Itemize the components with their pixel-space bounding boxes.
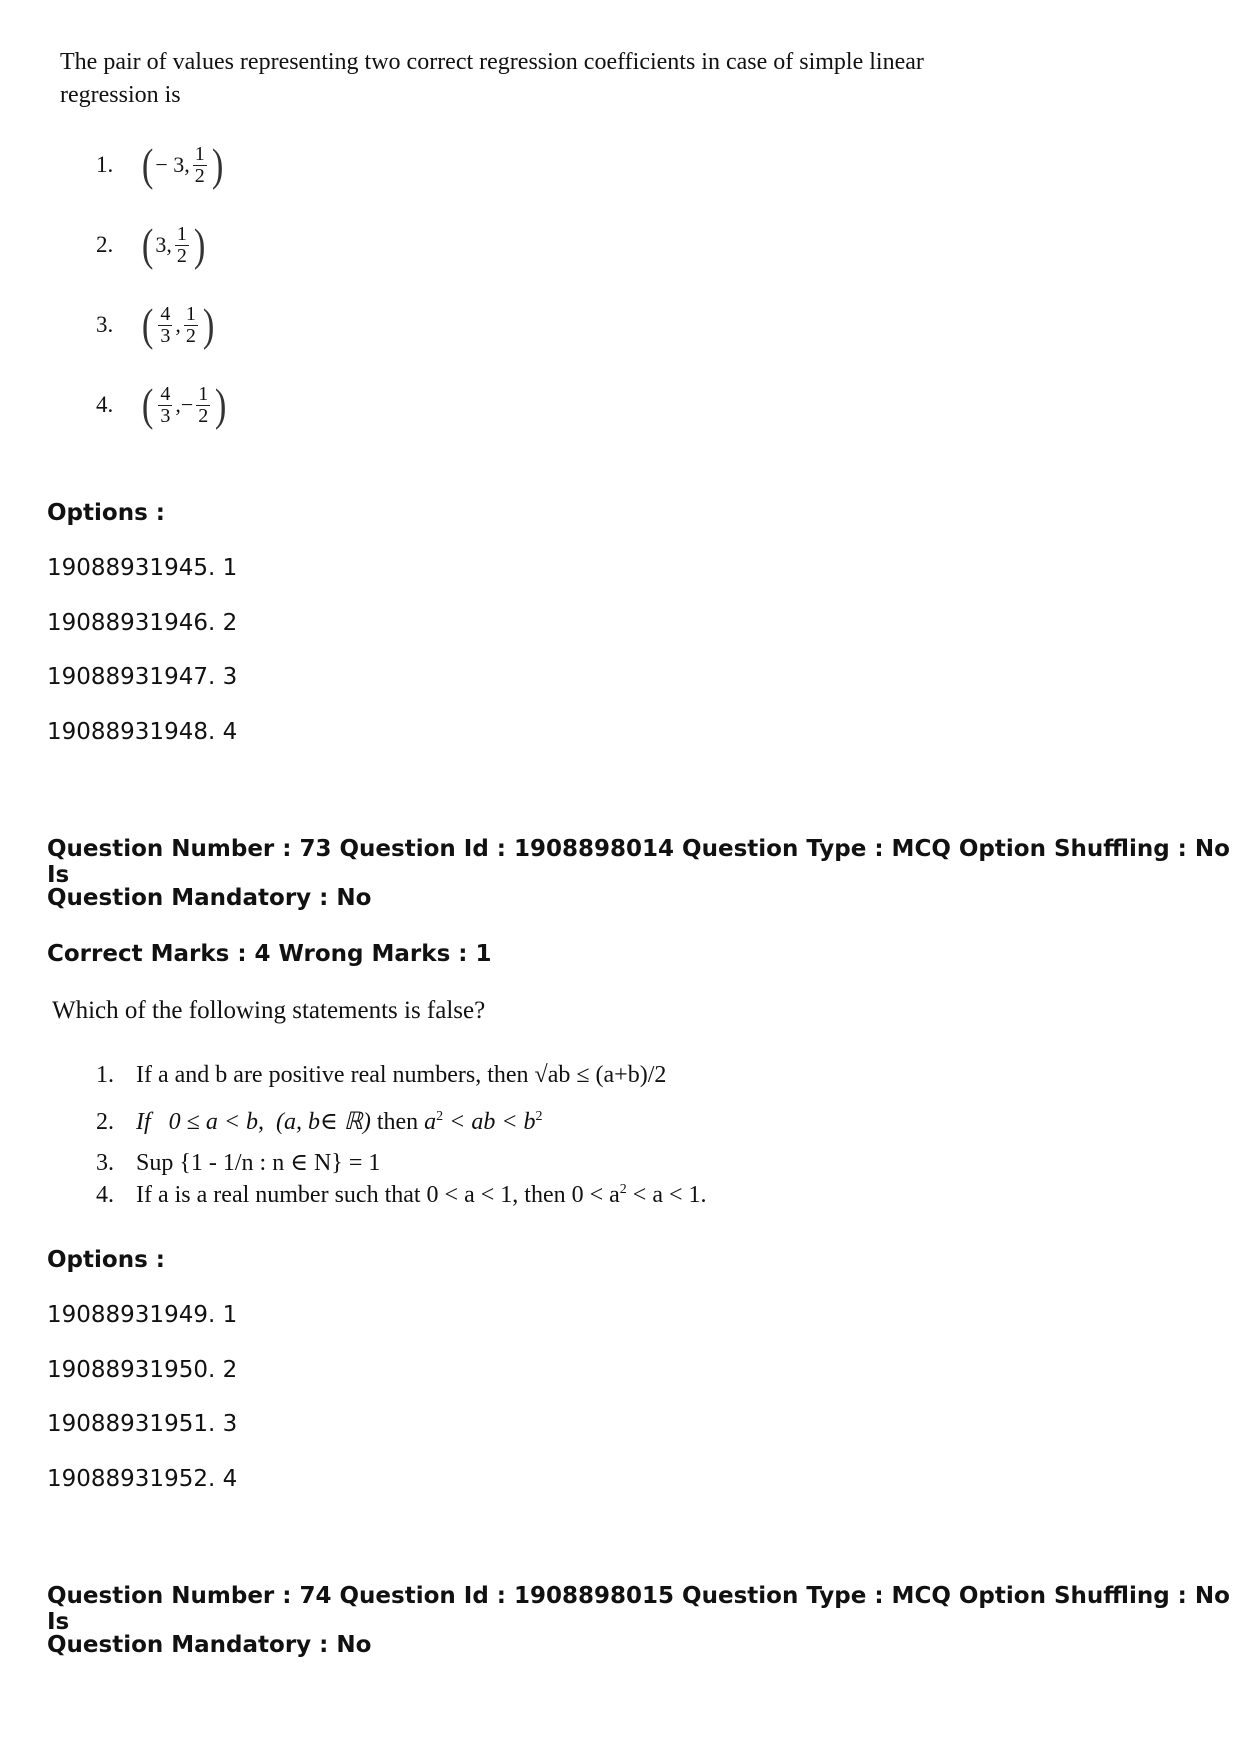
choice-3: 3. ( $\frac{4}{3}$ , $\frac{1}{2}$ ) (96, 299, 215, 350)
option-item: 19088931945. 1 (47, 555, 238, 581)
choice-number: 4. (96, 392, 114, 417)
fraction: $\frac{1}{2}$ (194, 142, 205, 187)
minus-sign: − (180, 392, 194, 417)
question-72-stem-line-2: regression is (60, 82, 181, 108)
choice-1: 1. ( − 3, $\frac{1}{2}$ ) (96, 139, 224, 190)
choice-value-a: − 3, (155, 152, 190, 177)
choice-number: 1. (96, 152, 114, 177)
choice-4: 4. ( $\frac{4}{3}$ , − $\frac{1}{2}$ ) (96, 379, 227, 430)
statement-1: 1. If a and b are positive real numbers, then √ab ≤ (a+b)/2 (96, 1062, 667, 1088)
choice-number: 2. (96, 232, 114, 257)
statement-2: 2. If 0 ≤ a < b, (a, b∈ ℝ) then $a^2$ < ab < $b^2$ (96, 1109, 543, 1135)
question-73-header: Question Number : 73 Question Id : 1908898014 Question Type : MCQ Option Shuffling : No Is (47, 836, 1230, 888)
option-item: 19088931948. 4 (47, 719, 238, 745)
fraction: $\frac{1}{2}$ (198, 382, 209, 427)
options-label: Options : (47, 1247, 165, 1273)
fraction: $\frac{1}{2}$ (176, 222, 187, 267)
option-item: 19088931952. 4 (47, 1466, 238, 1492)
option-item: 19088931950. 2 (47, 1357, 238, 1383)
choice-value-a: 3, (155, 232, 172, 257)
statement-3: 3. Sup {1 - 1/n : n ∈ N} = 1 (96, 1150, 381, 1176)
question-72-stem-line-1: The pair of values representing two correct regression coefficients in case of simple linear (60, 49, 924, 75)
question-74-header: Question Number : 74 Question Id : 1908898015 Question Type : MCQ Option Shuffling : No Is (47, 1583, 1230, 1635)
question-74-mandatory: Question Mandatory : No (47, 1632, 372, 1658)
fraction: $\frac{4}{3}$ (160, 302, 171, 347)
question-72-stem (60, 46, 960, 112)
question-73-marks: Correct Marks : 4 Wrong Marks : 1 (47, 941, 492, 967)
question-73-mandatory: Question Mandatory : No (47, 885, 372, 911)
option-item: 19088931951. 3 (47, 1411, 238, 1437)
choice-number: 3. (96, 312, 114, 337)
fraction: $\frac{4}{3}$ (160, 382, 171, 427)
option-item: 19088931946. 2 (47, 610, 238, 636)
options-label: Options : (47, 500, 165, 526)
statement-4: 4. If a is a real number such that 0 < a < 1, then $0 < a^2 < a < 1$. (96, 1182, 707, 1208)
option-item: 19088931947. 3 (47, 664, 238, 690)
option-item: 19088931949. 1 (47, 1302, 238, 1328)
fraction: $\frac{1}{2}$ (185, 302, 196, 347)
question-73-stem: Which of the following statements is false? (52, 997, 486, 1024)
choice-2: 2. ( 3, $\frac{1}{2}$ ) (96, 219, 206, 270)
